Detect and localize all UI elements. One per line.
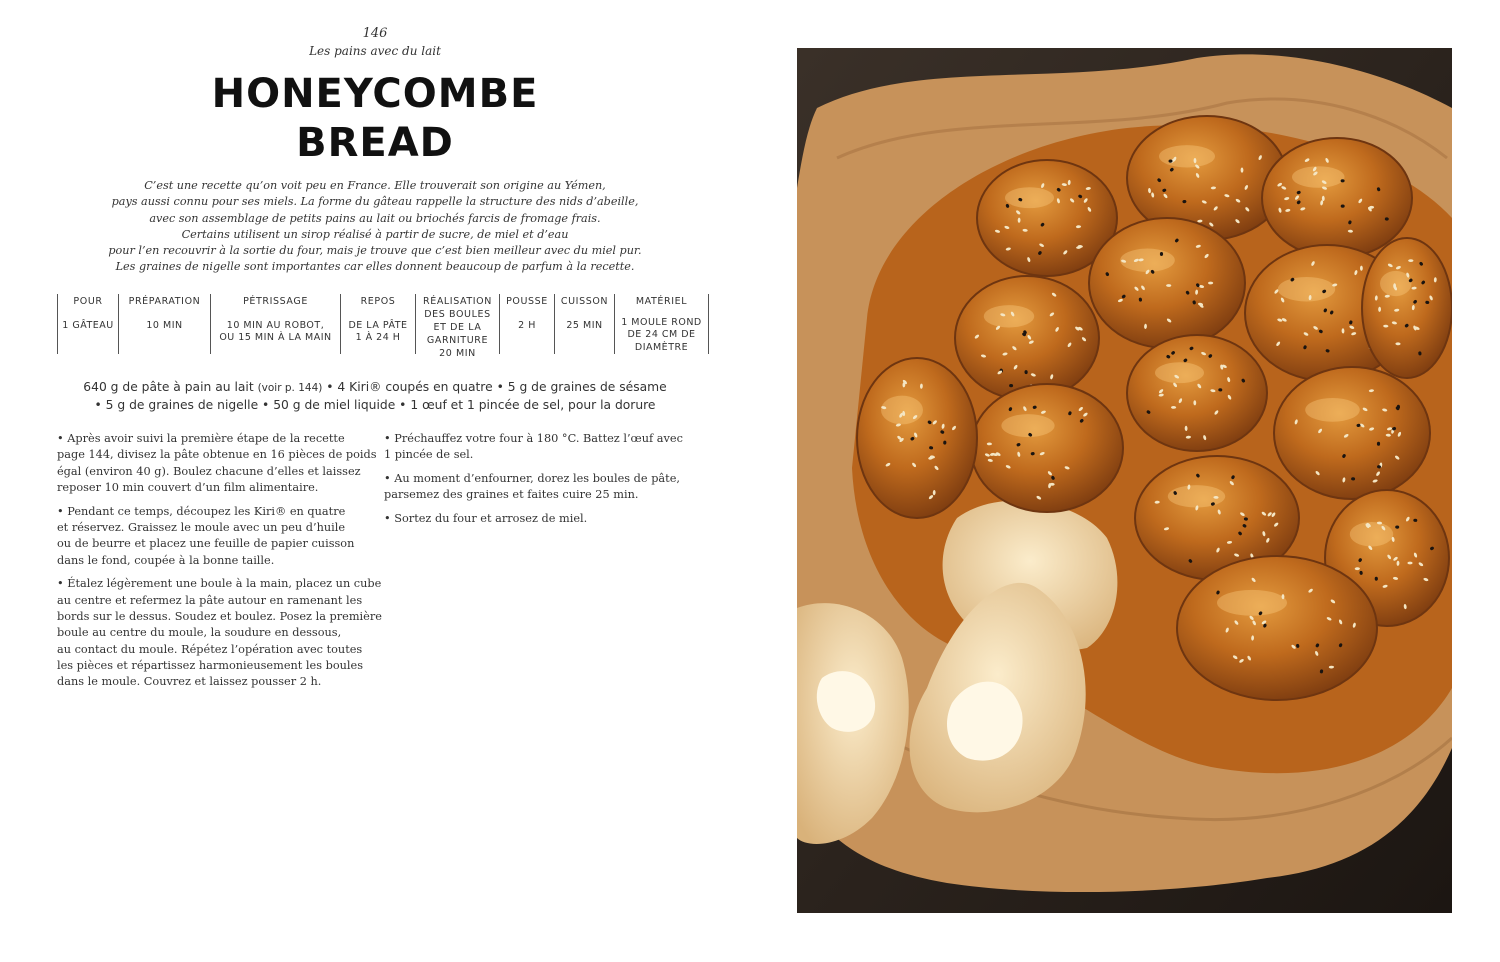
bun-glaze-highlight xyxy=(1159,145,1215,167)
info-header-line: GARNITURE xyxy=(426,335,489,346)
honeycombe-bread-photo xyxy=(797,48,1452,913)
info-column xyxy=(615,294,709,354)
info-header xyxy=(60,294,116,320)
step-line: • Sortez du four et arrosez de miel. xyxy=(384,512,588,526)
info-header-line: ET DE LA xyxy=(433,322,482,333)
info-value xyxy=(60,320,116,332)
bun-glaze-highlight xyxy=(1001,414,1054,437)
ingredient-text: • 4 Kiri® coupés en quatre • 5 g de graines de sésame xyxy=(322,380,667,394)
bread-bun xyxy=(1362,238,1452,378)
intro-line: pays aussi connu pour ses miels. La forme du gâteau rappelle la structure des nids d’abeille, xyxy=(111,195,639,209)
info-header-line: POUR xyxy=(73,296,103,307)
info-value xyxy=(502,320,552,332)
info-header xyxy=(617,294,706,317)
info-value-line: 25 MIN xyxy=(566,320,603,331)
info-column xyxy=(500,294,555,354)
step-line: les pièces et répartissez harmonieusement les boules xyxy=(57,658,364,672)
info-header xyxy=(343,294,413,320)
info-header-line: REPOS xyxy=(360,296,396,307)
intro-line: Certains utilisent un sirop réalisé à partir de sucre, de miel et d’eau xyxy=(181,227,569,241)
info-value-line: DE LA PÂTE xyxy=(348,320,408,331)
recipe-step xyxy=(384,431,684,464)
intro-line: Les graines de nigelle sont importantes car elles donnent beaucoup de parfum à la recette. xyxy=(115,260,635,274)
sesame-seed xyxy=(1408,259,1413,262)
step-line: 1 pincée de sel. xyxy=(384,448,474,462)
step-line: boule au centre du moule, la soudure en dessous, xyxy=(57,626,342,640)
steps-column-2 xyxy=(384,431,684,535)
info-column xyxy=(211,294,341,354)
step-line: au centre et refermez la pâte autour en ramenant les xyxy=(57,593,363,607)
bread-bun xyxy=(1089,218,1245,348)
step-line: bords sur le dessus. Soudez et boulez. Posez la première xyxy=(57,609,382,623)
info-value-line: 1 MOULE ROND xyxy=(621,317,702,329)
nigella-seed xyxy=(1341,179,1345,182)
recipe-step xyxy=(57,504,372,569)
bread-bun xyxy=(1177,556,1377,700)
step-line: au contact du moule. Répétez l’opération avec toutes xyxy=(57,642,363,656)
info-header xyxy=(418,294,497,359)
recipe-step xyxy=(384,471,684,504)
step-line: dans le moule. Couvrez et laissez pousser 2 h. xyxy=(57,675,322,689)
info-value-line: 2 H xyxy=(518,320,536,331)
page-reference: (voir p. 144) xyxy=(257,382,323,394)
bun-glaze-highlight xyxy=(1005,187,1054,208)
recipe-title-line: HONEYCOMBE xyxy=(211,71,539,117)
step-line: ou de beurre et placez une feuille de papier cuisson xyxy=(57,537,355,551)
info-value xyxy=(557,320,612,332)
info-value xyxy=(617,317,706,354)
step-line: reposer 10 min couvert d’un film alimentaire. xyxy=(57,480,319,494)
bread-bun xyxy=(857,358,977,518)
step-line: et réservez. Graissez le moule avec un peu d’huile xyxy=(57,520,346,534)
bun-glaze-highlight xyxy=(1292,166,1345,188)
ingredients-line xyxy=(40,379,710,397)
bun-glaze-highlight xyxy=(881,396,923,425)
info-value-line: OU 15 MIN À LA MAIN xyxy=(219,332,332,344)
info-header xyxy=(502,294,552,320)
step-line: égal (environ 40 g). Boulez chacune d’elles et laissez xyxy=(57,464,361,478)
ingredient-text: 640 g de pâte à pain au lait xyxy=(83,380,254,394)
info-header-line: PÉTRISSAGE xyxy=(243,296,308,307)
ingredients-line: • 5 g de graines de nigelle • 50 g de miel liquide • 1 œuf et 1 pincée de sel, pour la dorure xyxy=(94,398,656,412)
info-header xyxy=(557,294,612,320)
info-value-line: 1 GÂTEAU xyxy=(62,320,114,331)
bread-bun xyxy=(1127,335,1267,451)
info-value-line: 1 À 24 H xyxy=(355,332,401,344)
info-header-line: RÉALISATION xyxy=(423,296,492,307)
step-line: page 144, divisez la pâte obtenue en 16 pièces de poids xyxy=(57,448,377,462)
info-value xyxy=(121,320,208,332)
recipe-step xyxy=(384,511,684,527)
step-line: • Pendant ce temps, découpez les Kiri® en quatre xyxy=(57,504,346,518)
intro-text xyxy=(70,178,680,276)
info-value-line: 10 MIN xyxy=(146,320,183,331)
info-header-line: CUISSON xyxy=(560,296,609,307)
info-column xyxy=(119,294,211,354)
bread-bun xyxy=(971,384,1123,512)
step-line: parsemez des graines et faites cuire 25 min. xyxy=(384,488,639,502)
info-header xyxy=(213,294,338,320)
step-line: • Au moment d’enfourner, dorez les boules de pâte, xyxy=(384,472,680,486)
bun-glaze-highlight xyxy=(1278,277,1335,301)
bread-bun xyxy=(1262,138,1412,258)
bun-glaze-highlight xyxy=(984,305,1034,327)
bread-photo-illustration xyxy=(797,48,1452,913)
bun-glaze-highlight xyxy=(1155,362,1204,383)
recipe-title-line: BREAD xyxy=(296,120,454,166)
info-column xyxy=(555,294,615,354)
step-line: dans le fond, coupée à la bonne taille. xyxy=(57,553,275,567)
recipe-step xyxy=(57,431,377,496)
intro-line: pour l’en recouvrir à la sortie du four, mais je trouve que c’est bien meilleur avec du miel pur. xyxy=(108,244,642,258)
recipe-title xyxy=(0,70,750,168)
intro-line: C’est une recette qu’on voit peu en France. Elle trouverait son origine au Yémen, xyxy=(144,179,606,192)
info-header-line: POUSSE xyxy=(506,296,548,307)
info-header-line: MATÉRIEL xyxy=(635,296,688,307)
info-column xyxy=(341,294,416,354)
intro-line: avec son assemblage de petits pains au lait ou briochés farcis de fromage frais. xyxy=(149,211,601,225)
info-value xyxy=(213,320,338,345)
bun-glaze-highlight xyxy=(1120,249,1175,272)
bun-glaze-highlight xyxy=(1305,398,1360,422)
sesame-seed xyxy=(1360,266,1363,271)
info-value-line: DE 24 CM DE xyxy=(627,329,696,341)
chapter-title: Les pains avec du lait xyxy=(309,44,441,58)
info-header-line: DES BOULES xyxy=(424,309,491,320)
recipe-info-table xyxy=(57,294,709,359)
bun-glaze-highlight xyxy=(1217,590,1287,616)
bun-glaze-highlight xyxy=(1350,522,1393,546)
recipe-step xyxy=(57,576,382,690)
ingredients-list xyxy=(40,379,710,414)
info-value-line: DIAMÈTRE xyxy=(634,341,689,353)
info-column xyxy=(57,294,119,354)
info-header xyxy=(121,294,208,320)
info-value-line: 10 MIN AU ROBOT, xyxy=(226,320,325,331)
page-number: 146 xyxy=(362,26,388,41)
step-line: • Étalez légèrement une boule à la main, placez un cube xyxy=(57,577,382,591)
info-column xyxy=(416,294,500,359)
info-value xyxy=(343,320,413,345)
step-line: • Après avoir suivi la première étape de la recette xyxy=(57,432,345,445)
info-header-line: PRÉPARATION xyxy=(128,296,201,307)
info-header-line: 20 MIN xyxy=(439,348,476,359)
sesame-seed xyxy=(1407,562,1412,565)
step-line: • Préchauffez votre four à 180 °C. Battez l’œuf avec xyxy=(384,432,683,445)
steps-column-1 xyxy=(57,431,382,698)
